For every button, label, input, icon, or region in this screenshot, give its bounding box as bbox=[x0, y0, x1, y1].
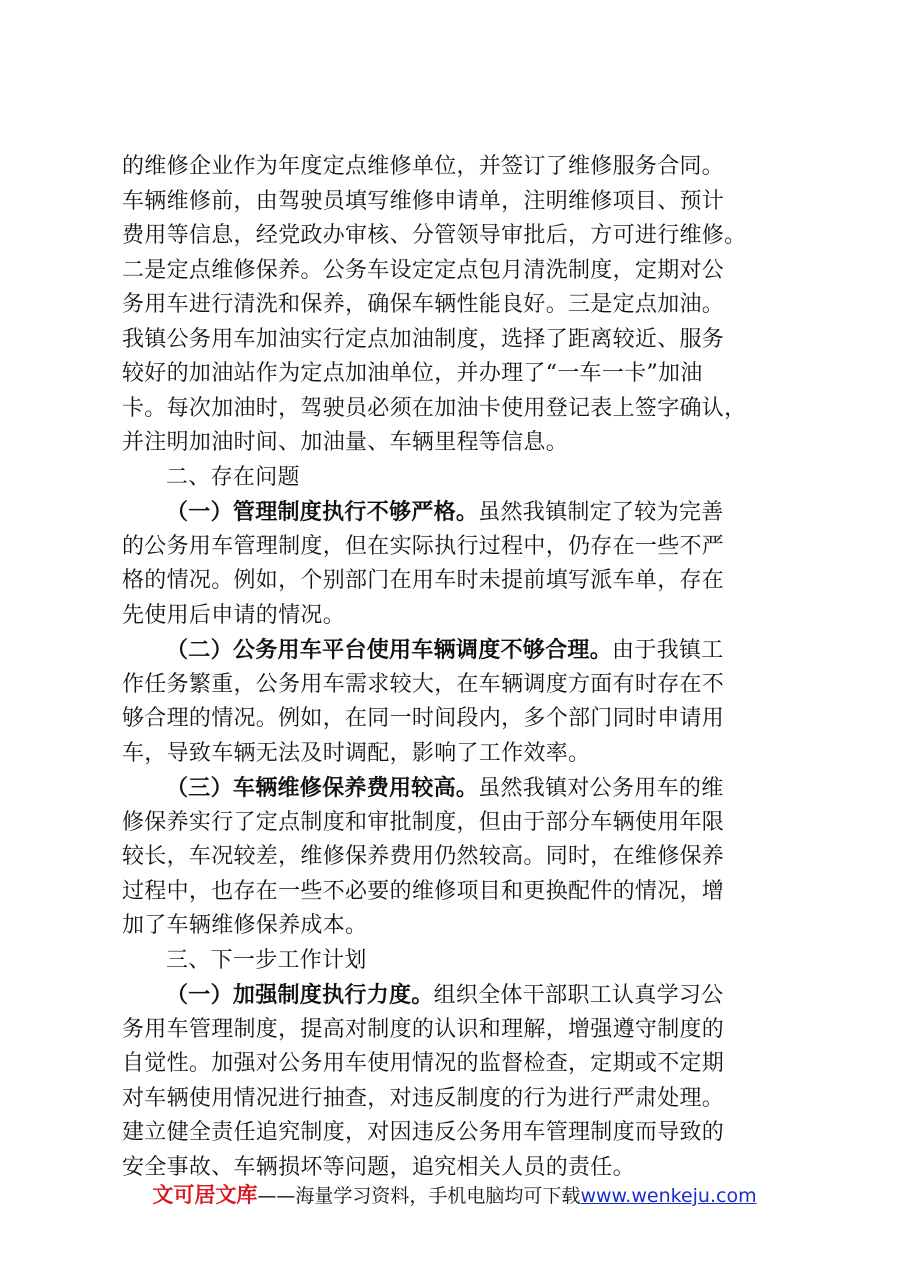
section-heading: 三、下一步工作计划 bbox=[166, 947, 367, 973]
text-line: 安全事故、车辆损坏等问题，追究相关人员的责任。 bbox=[122, 1154, 635, 1180]
text-line: 自觉性。加强对公务用车使用情况的监督检查，定期或不定期 bbox=[122, 1051, 725, 1076]
text-line: 车，导致车辆无法及时调配，影响了工作效率。 bbox=[122, 740, 591, 766]
footer-slogan: 海量学习资料，手机电脑均可下载 bbox=[295, 1185, 581, 1207]
text-line: 对车辆使用情况进行抽查，对违反制度的行为进行严肃处理。 bbox=[122, 1085, 725, 1111]
text-line: 的维修企业作为年度定点维修单位，并签订了维修服务合同。 bbox=[122, 154, 725, 179]
text-line: 作任务繁重，公务用车需求较大，在车辆调度方面有时存在不 bbox=[122, 671, 725, 697]
paragraph-first-line bbox=[122, 633, 800, 668]
text-line: 先使用后申请的情况。 bbox=[122, 602, 346, 628]
footer-brand: 文可居文库 bbox=[152, 1183, 258, 1207]
text-line: 过程中，也存在一些不必要的维修项目和更换配件的情况，增 bbox=[122, 878, 725, 904]
paragraph-lead: （一）管理制度执行不够严格。 bbox=[166, 499, 479, 525]
text-line: 建立健全责任追究制度，对因违反公务用车管理制度而导致的 bbox=[122, 1120, 725, 1145]
text-line: 格的情况。例如，个别部门在用车时未提前填写派车单，存在 bbox=[122, 568, 725, 593]
text-line: 二是定点维修保养。公务车设定定点包月清洗制度，定期对公 bbox=[122, 257, 725, 283]
footer-url-link[interactable]: www.wenkeju.com bbox=[580, 1185, 757, 1207]
paragraph-text: 虽然我镇制定了较为完善 bbox=[478, 500, 724, 525]
footer bbox=[0, 1180, 909, 1211]
text-line: 车辆维修前，由驾驶员填写维修申请单，注明维修项目、预计 bbox=[122, 188, 725, 214]
paragraph-first-line bbox=[122, 495, 800, 530]
paragraph-first-line bbox=[122, 771, 800, 806]
footer-dash: —— bbox=[257, 1185, 296, 1207]
text-line: 修保养实行了定点制度和审批制度，但由于部分车辆使用年限 bbox=[122, 809, 725, 835]
text-line: 并注明加油时间、加油量、车辆里程等信息。 bbox=[122, 430, 569, 455]
paragraph-text: 组织全体干部职工认真学习公 bbox=[433, 983, 724, 1008]
paragraph-text: 由于我镇工 bbox=[612, 638, 724, 663]
text-line: 加了车辆维修保养成本。 bbox=[122, 913, 368, 938]
text-line: 较长，车况较差，维修保养费用仍然较高。同时，在维修保养 bbox=[122, 844, 725, 869]
text-line: 的公务用车管理制度，但在实际执行过程中，仍存在一些不严 bbox=[122, 533, 725, 559]
text-line: 费用等信息，经党政办审核、分管领导审批后，方可进行维修。 bbox=[122, 223, 747, 248]
paragraph-lead: （二）公务用车平台使用车辆调度不够合理。 bbox=[166, 637, 613, 663]
text-line: 务用车管理制度，提高对制度的认识和理解，增强遵守制度的 bbox=[122, 1016, 725, 1042]
text-line: 务用车进行清洗和保养，确保车辆性能良好。三是定点加油。 bbox=[122, 292, 725, 317]
paragraph-text: 虽然我镇对公务用车的维 bbox=[478, 776, 724, 801]
text-line: 我镇公务用车加油实行定点加油制度，选择了距离较近、服务 bbox=[122, 326, 725, 352]
section-heading: 二、存在问题 bbox=[166, 464, 300, 490]
document-body bbox=[122, 150, 800, 1185]
paragraph-lead: （一）加强制度执行力度。 bbox=[166, 982, 434, 1008]
paragraph-first-line bbox=[122, 978, 800, 1013]
text-line: 够合理的情况。例如，在同一时间段内，多个部门同时申请用 bbox=[122, 706, 725, 731]
text-line: 较好的加油站作为定点加油单位，并办理了“一车一卡”加油 bbox=[122, 361, 703, 386]
paragraph-lead: （三）车辆维修保养费用较高。 bbox=[166, 775, 479, 801]
text-line: 卡。每次加油时，驾驶员必须在加油卡使用登记表上签字确认， bbox=[122, 395, 747, 421]
